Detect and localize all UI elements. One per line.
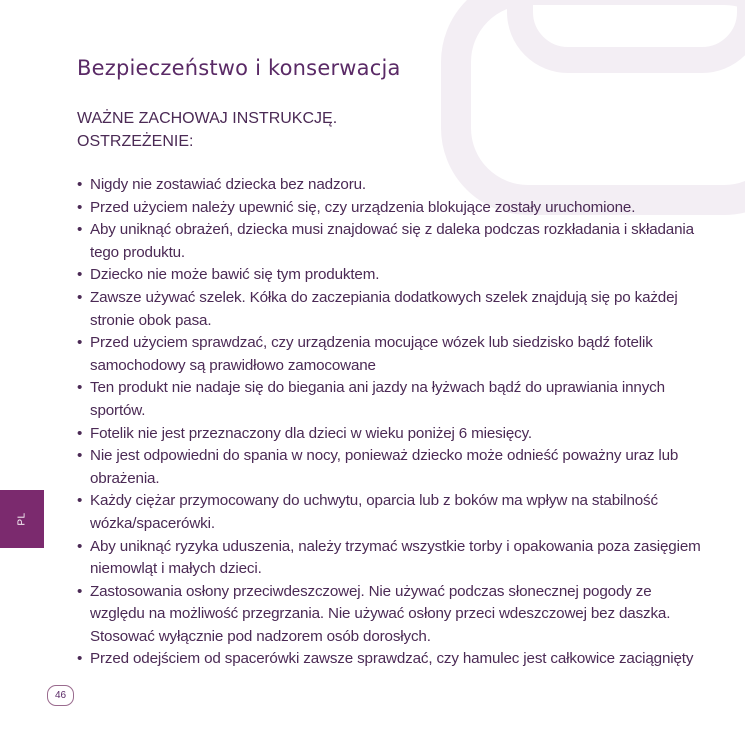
list-item: • Przed odejściem od spacerówki zawsze sprawdzać, czy hamulec jest całkowice zaciągnięty — [76, 648, 701, 671]
list-item: • Aby uniknąć ryzyka uduszenia, należy trzymać wszystkie torby i opakowania poza zasięgiem niemowląt i małych dzieci. — [76, 536, 701, 581]
decor-ring-large — [456, 0, 745, 200]
list-item: • Zawsze używać szelek. Kółka do zaczepiania dodatkowych szelek znajdują się po każdej stronie obok pasa. — [76, 287, 701, 332]
list-item: • Fotelik nie jest przeznaczony dla dzieci w wieku poniżej 6 miesięcy. — [76, 423, 701, 446]
decor-ring-small — [520, 0, 745, 60]
list-item: • Ten produkt nie nadaje się do biegania ani jazdy na łyżwach bądź do uprawiania innych sportów. — [76, 377, 701, 422]
section-title: Bezpieczeństwo i konserwacja — [77, 56, 401, 80]
warning-block — [77, 107, 337, 153]
list-item: • Nigdy nie zostawiać dziecka bez nadzoru. — [76, 174, 701, 197]
list-item: • Aby uniknąć obrażeń, dziecka musi znajdować się z daleka podczas rozkładania i składania tego produktu. — [76, 219, 701, 264]
warning-label: OSTRZEŻENIE: — [77, 133, 194, 150]
language-tab — [0, 490, 44, 548]
list-item: • Nie jest odpowiedni do spania w nocy, ponieważ dziecko może odnieść poważny uraz lub obrażenia. — [76, 445, 701, 490]
page-number: 46 — [47, 685, 74, 706]
list-item: • Każdy ciężar przymocowany do uchwytu, oparcia lub z boków ma wpływ na stabilność wózka/spacerówki. — [76, 490, 701, 535]
important-notice: WAŻNE ZACHOWAJ INSTRUKCJĘ. — [77, 110, 338, 127]
safety-bullet-list — [76, 174, 701, 671]
list-item: • Dziecko nie może bawić się tym produktem. — [76, 264, 701, 287]
list-item: • Przed użyciem sprawdzać, czy urządzenia mocujące wózek lub siedzisko bądź fotelik samochodowy są prawidłowo zamocowane — [76, 332, 701, 377]
language-tab-label: PL — [16, 512, 28, 526]
list-item: • Przed użyciem należy upewnić się, czy urządzenia blokujące zostały uruchomione. — [76, 197, 701, 220]
list-item: • Zastosowania osłony przeciwdeszczowej. Nie używać podczas słonecznej pogody ze względu na możliwość przegrzania. Nie używać osłony przeci wdeszczowej bez daszka. Stosować wyłącznie pod nadzorem osób dorosłych. — [76, 581, 701, 649]
